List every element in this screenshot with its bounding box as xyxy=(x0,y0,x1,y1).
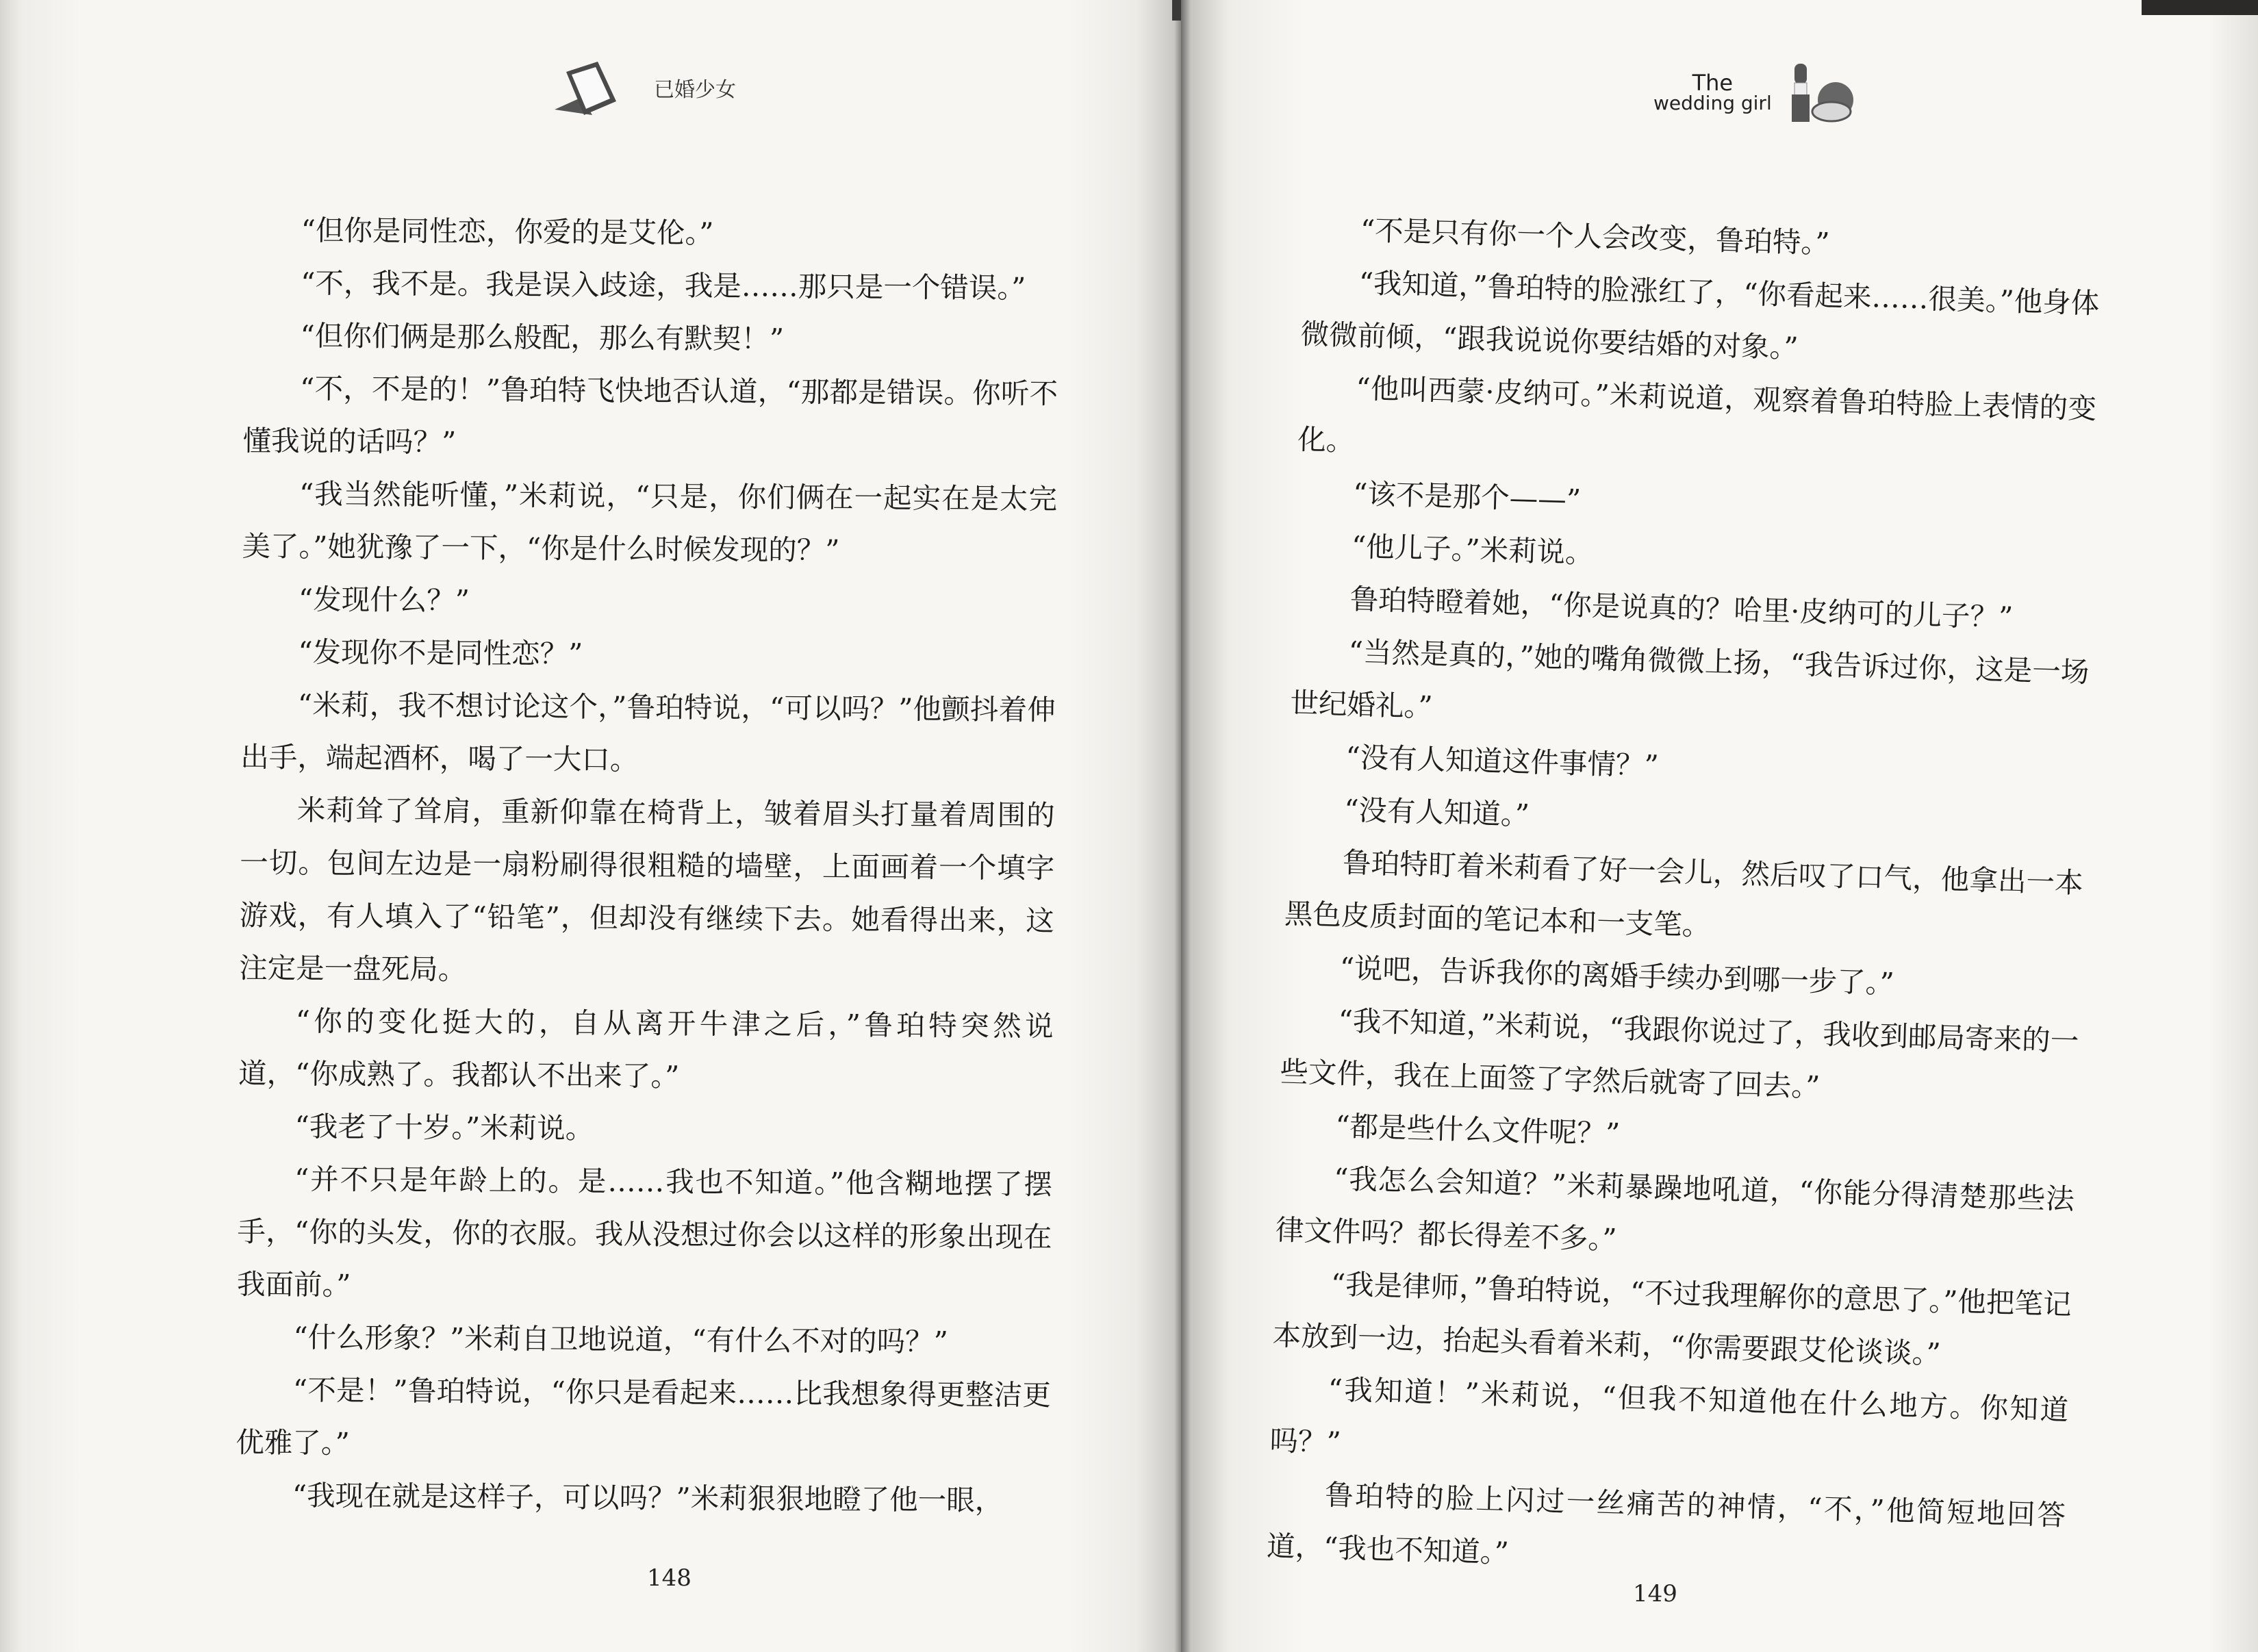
paragraph: “不，不是的！”鲁珀特飞快地否认道，“那都是错误。你听不懂我说的话吗？” xyxy=(242,371,1058,459)
paragraph: “我老了十岁。”米莉说。 xyxy=(294,1109,594,1145)
book-title-english xyxy=(1653,69,1772,114)
paragraph: “我现在就是这样子，可以吗？”米莉狠狠地瞪了他一眼， xyxy=(292,1478,1004,1517)
paragraph: “该不是那个——” xyxy=(1352,476,1582,517)
left-page-body xyxy=(236,203,1059,1527)
paragraph: “我不知道，”米莉说，“我跟你说过了，我收到邮局寄来的一些文件，我在上面签了字然后就寄了回去。” xyxy=(1279,1003,2079,1104)
paragraph: “当然是真的，”她的嘴角微微上扬，“我告诉过你，这是一场世纪婚礼。” xyxy=(1289,635,2090,724)
paragraph: 鲁珀特瞪着她，“你是说真的？哈里·皮纳可的儿子？” xyxy=(1349,582,2014,635)
paragraph: “没有人知道这件事情？” xyxy=(1345,740,1660,783)
mirror-icon xyxy=(551,55,626,120)
paragraph: “没有人知道。” xyxy=(1343,792,1530,832)
paragraph: “都是些什么文件呢？” xyxy=(1334,1108,1621,1151)
paragraph: “什么形象？”米莉自卫地说道，“有什么不对的吗？” xyxy=(293,1320,948,1359)
book-title-header: 已婚少女 xyxy=(654,77,736,102)
running-header-left xyxy=(551,55,736,120)
paragraph: “发现什么？” xyxy=(298,582,470,618)
right-page xyxy=(1181,0,2258,1652)
paragraph: “并不只是年龄上的。是……我也不知道。”他含糊地摆了摆手，“你的头发，你的衣服。我从没想过你会以这样的形象出现在我面前。” xyxy=(236,1162,1053,1302)
paragraph: “我当然能听懂，”米莉说，“只是，你们俩在一起实在是太完美了。”她犹豫了一下，“你是什么时候发现的？” xyxy=(242,476,1058,568)
scan-edge xyxy=(2142,0,2258,15)
running-header-right xyxy=(1653,60,1857,125)
paragraph: “我知道，”鲁珀特的脸涨红了，“你看起来……很美。”他身体微微前倾，“跟我说说你要结婚的对象。” xyxy=(1299,266,2101,365)
paragraph: “我知道！”米莉说，“但我不知道他在什么地方。你知道吗？” xyxy=(1269,1372,2069,1460)
paragraph: “他儿子。”米莉说。 xyxy=(1351,529,1595,570)
title-line-1: The xyxy=(1692,69,1734,96)
paragraph: “不，我不是。我是误入歧途，我是……那只是一个错误。” xyxy=(301,266,1026,305)
paragraph: “你的变化挺大的，自从离开牛津之后，”鲁珀特突然说道，“你成熟了。我都认不出来了。” xyxy=(238,1004,1054,1093)
paragraph: “我怎么会知道？”米莉暴躁地吼道，“你能分得清楚那些法律文件吗？都长得差不多。” xyxy=(1275,1161,2075,1256)
lipstick-compact-icon xyxy=(1789,60,1857,125)
page-number-left: 148 xyxy=(647,1564,692,1592)
paragraph: 米莉耸了耸肩，重新仰靠在椅背上，皱着眉头打量着周围的一切。包间左边是一扇粉刷得很粗糙的墙壁，上面画着一个填字游戏，有人填入了“铅笔”，但却没有继续下去。她看得出来，这注定是一盘死局。 xyxy=(239,793,1055,987)
paragraph: “不是只有你一个人会改变，鲁珀特。” xyxy=(1360,213,1830,260)
paragraph: 鲁珀特盯着米莉看了好一会儿，然后叹了口气，他拿出一本黑色皮质封面的笔记本和一支笔。 xyxy=(1284,845,2084,942)
paragraph: 鲁珀特的脸上闪过一丝痛苦的神情，“不，”他简短地回答道，“我也不知道。” xyxy=(1266,1477,2066,1570)
paragraph: “米莉，我不想讨论这个，”鲁珀特说，“可以吗？”他颤抖着伸出手，端起酒杯，喝了一大口。 xyxy=(240,687,1056,777)
paragraph: “但你是同性恋，你爱的是艾伦。” xyxy=(301,213,714,250)
paragraph: “但你们俩是那么般配，那么有默契！” xyxy=(300,318,785,356)
right-page-body xyxy=(1266,202,2101,1594)
paragraph: “不是！”鲁珀特说，“你只是看起来……比我想象得更整洁更优雅了。” xyxy=(236,1373,1052,1460)
paragraph: “说吧，告诉我你的离婚手续办到哪一步了。” xyxy=(1339,950,1895,1000)
title-line-2: wedding girl xyxy=(1653,91,1772,114)
paragraph: “我是律师，”鲁珀特说，“不过我理解你的意思了。”他把笔记本放到一边，抬起头看着米莉，“你需要跟艾伦谈谈。” xyxy=(1272,1267,2072,1371)
paragraph: “发现你不是同性恋？” xyxy=(298,635,583,671)
page-number-right: 149 xyxy=(1633,1580,1677,1607)
paragraph: “他叫西蒙·皮纳可。”米莉说道，观察着鲁珀特脸上表情的变化。 xyxy=(1297,371,2097,458)
